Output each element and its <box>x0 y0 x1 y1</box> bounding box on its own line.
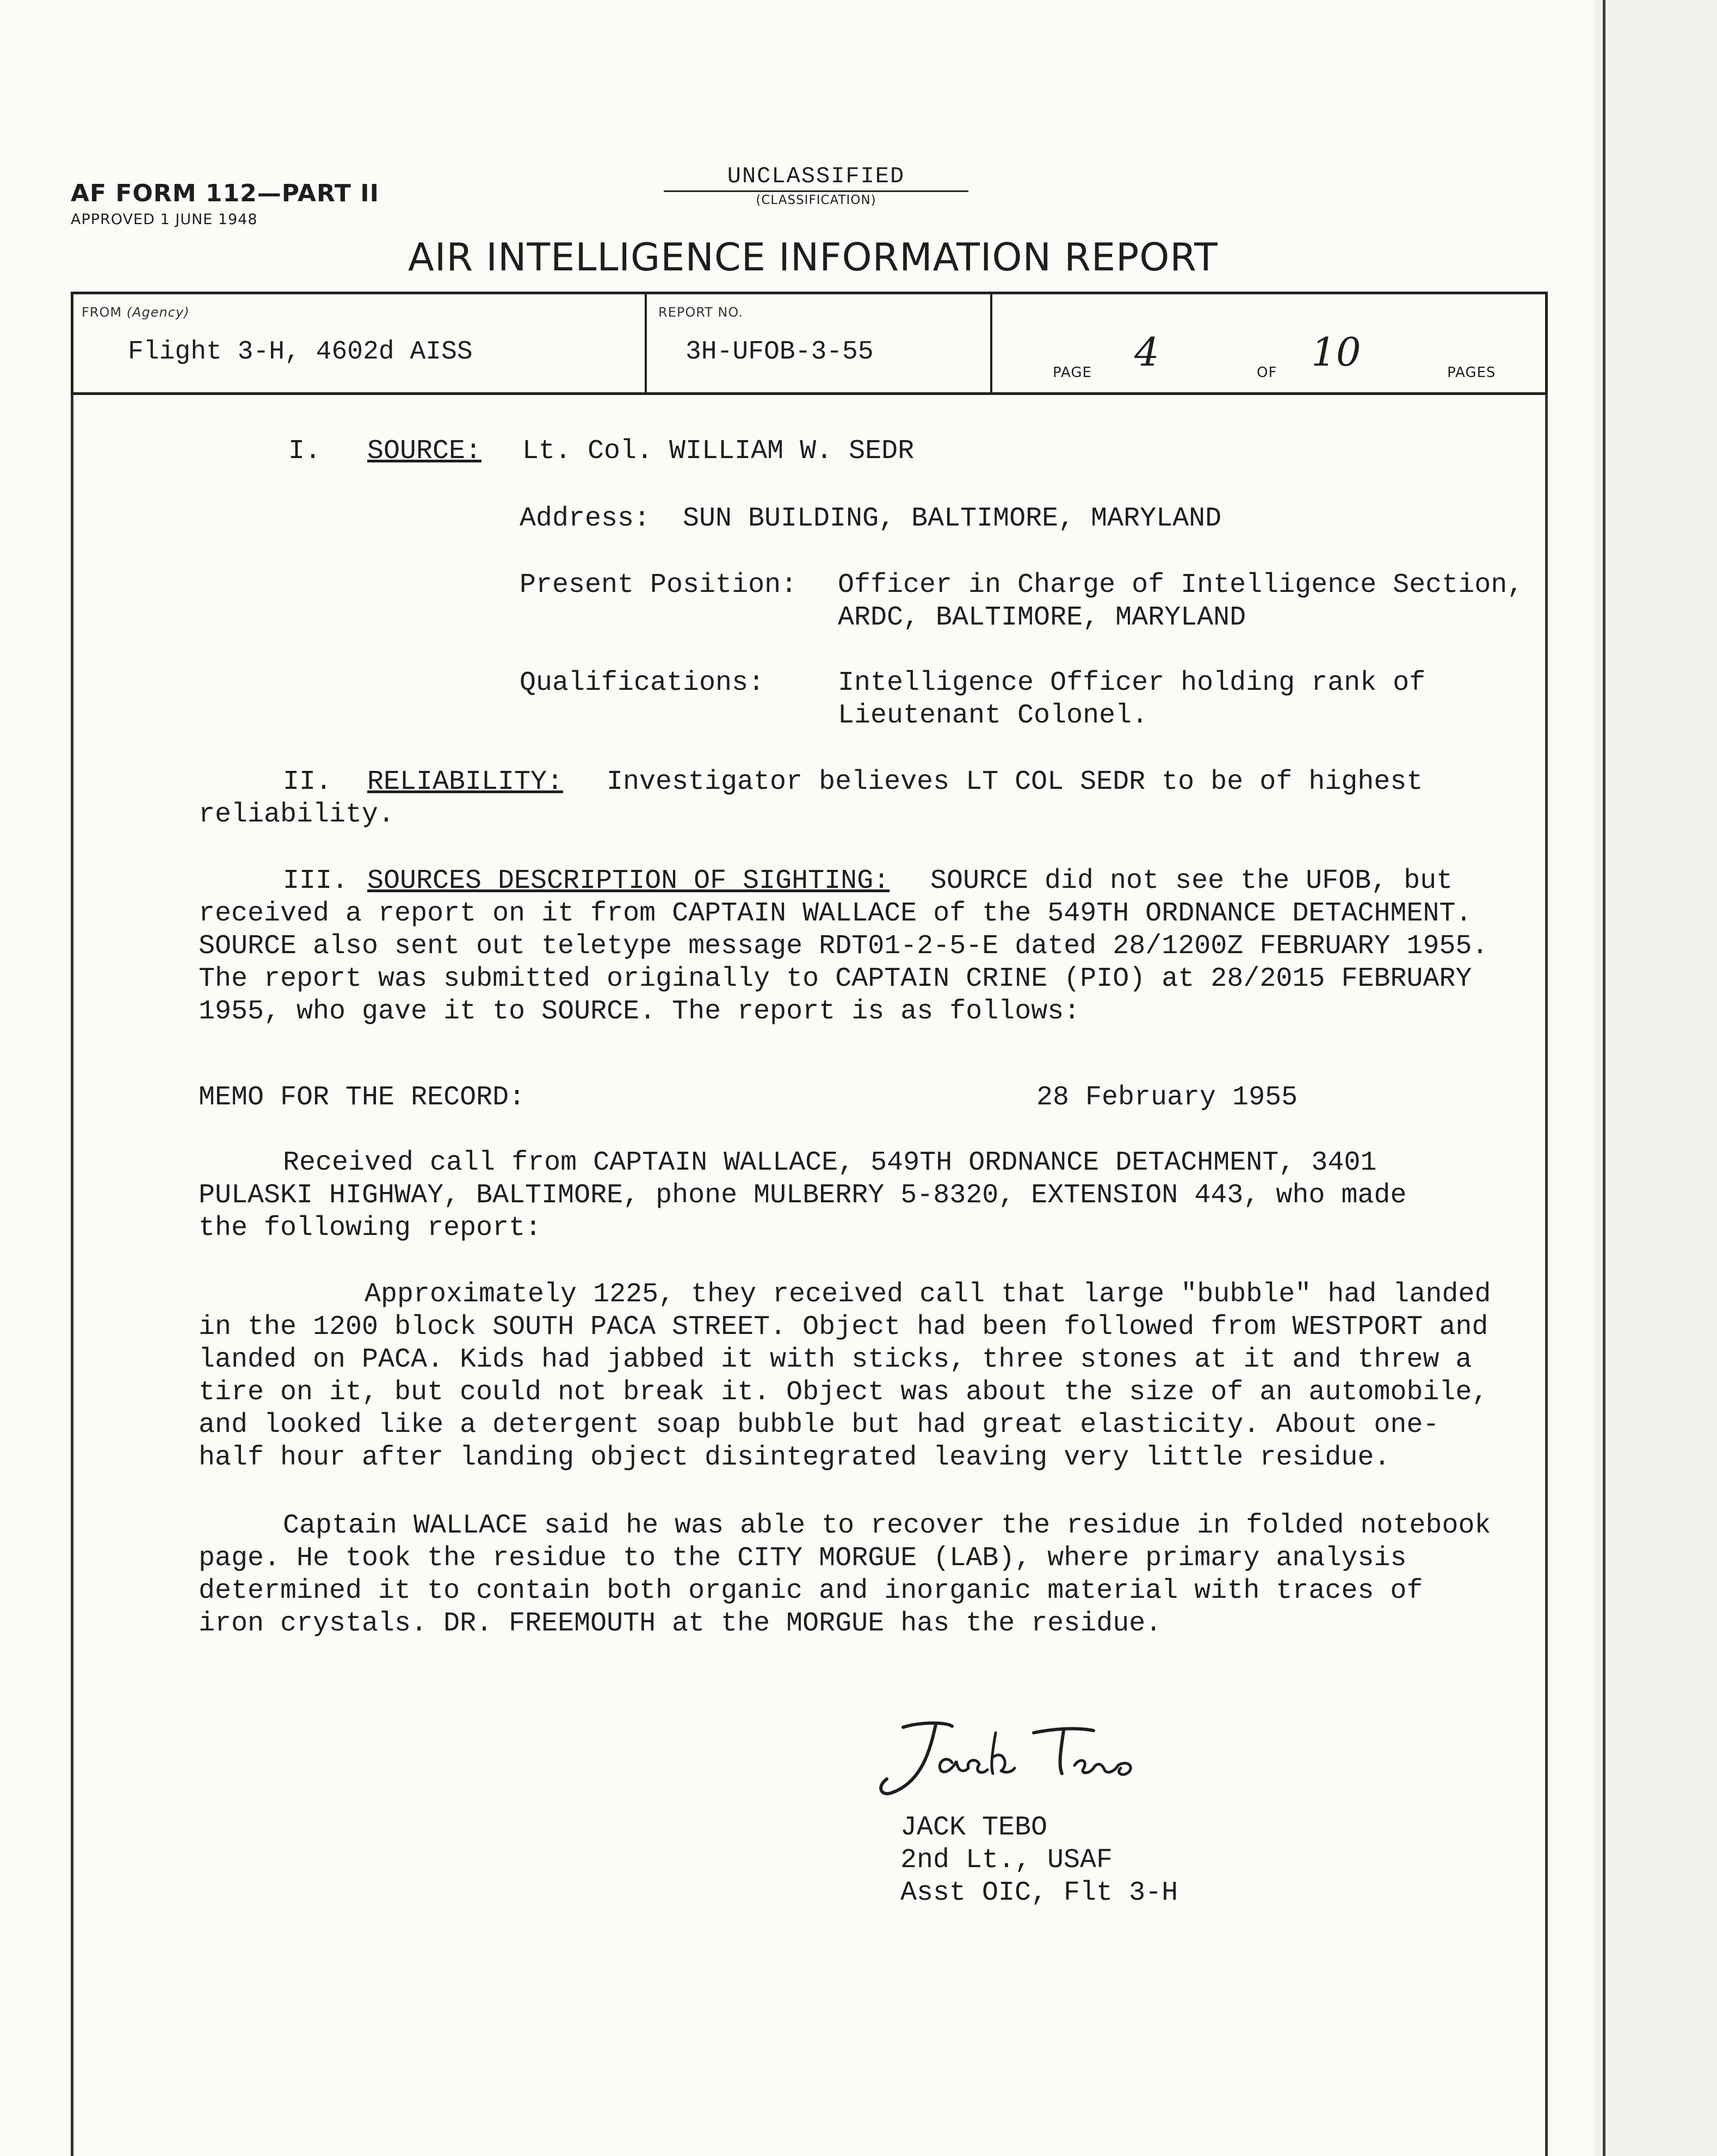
pages-caption: PAGES <box>1447 365 1496 381</box>
form-id: AF FORM 112—PART II <box>71 180 379 207</box>
description-line-3: SOURCE also sent out teletype message RDT01-2-5-E dated 28/1200Z FEBRUARY 1955. <box>199 931 1489 962</box>
memo-residue-line-1: Captain WALLACE said he was able to recover the residue in folded notebook <box>283 1510 1491 1541</box>
description-numeral: III. <box>283 866 349 897</box>
handwritten-signature <box>870 1711 1175 1806</box>
from-caption <box>82 305 189 320</box>
from-agency-value: Flight 3-H, 4602d AISS <box>128 337 473 367</box>
classification-underline <box>664 190 968 192</box>
address-label: Address: <box>520 503 651 534</box>
page-total: 10 <box>1311 329 1361 375</box>
signer-rank: 2nd Lt., USAF <box>900 1845 1113 1876</box>
position-line-1: Officer in Charge of Intelligence Section, <box>838 570 1524 601</box>
qualifications-line-1: Intelligence Officer holding rank of <box>838 668 1426 699</box>
header-divider <box>645 292 647 395</box>
report-no-value: 3H-UFOB-3-55 <box>685 337 874 367</box>
memo-residue-line-4: iron crystals. DR. FREEMOUTH at the MORGUE has the residue. <box>199 1608 1162 1639</box>
source-section-numeral: I. <box>288 436 322 467</box>
reliability-line-1: Investigator believes LT COL SEDR to be of highest <box>607 767 1423 798</box>
position-line-2: ARDC, BALTIMORE, MARYLAND <box>838 602 1246 633</box>
memo-report-line-1: Approximately 1225, they received call that large "bubble" had landed <box>365 1279 1491 1310</box>
memo-intro-line-3: the following report: <box>199 1213 542 1244</box>
description-line-4: The report was submitted originally to CAPTAIN CRINE (PIO) at 28/2015 FEBRUARY <box>199 963 1472 994</box>
reliability-numeral: II. <box>283 767 332 798</box>
page-caption: PAGE <box>1053 365 1092 381</box>
from-label-note: (Agency) <box>126 305 190 320</box>
memo-report-line-5: and looked like a detergent soap bubble but had great elasticity. About one- <box>199 1410 1440 1441</box>
memo-intro-line-2: PULASKI HIGHWAY, BALTIMORE, phone MULBERRY 5-8320, EXTENSION 443, who made <box>199 1180 1407 1211</box>
report-title: AIR INTELLIGENCE INFORMATION REPORT <box>408 235 1218 280</box>
memo-date: 28 February 1955 <box>1036 1082 1298 1113</box>
address-value: SUN BUILDING, BALTIMORE, MARYLAND <box>683 503 1222 534</box>
source-name: Lt. Col. WILLIAM W. SEDR <box>522 436 915 467</box>
classification-block <box>664 163 968 207</box>
memo-report-line-4: tire on it, but could not break it. Object was about the size of an automobile, <box>199 1377 1489 1408</box>
description-heading: SOURCES DESCRIPTION OF SIGHTING: <box>367 866 890 897</box>
body-frame-left <box>71 395 73 2156</box>
page-edge-line <box>1603 0 1605 2156</box>
reliability-line-2: reliability. <box>199 799 395 830</box>
memo-report-line-3: landed on PACA. Kids had jabbed it with sticks, three stones at it and threw a <box>199 1344 1472 1375</box>
body-frame-right <box>1545 395 1548 2156</box>
from-label: FROM <box>82 305 122 320</box>
memo-heading: MEMO FOR THE RECORD: <box>199 1082 526 1113</box>
description-line-1: SOURCE did not see the UFOB, but <box>930 866 1453 897</box>
signer-name: JACK TEBO <box>900 1812 1048 1843</box>
page-number: 4 <box>1134 329 1159 375</box>
report-no-caption: REPORT NO. <box>658 305 743 320</box>
memo-report-line-2: in the 1200 block SOUTH PACA STREET. Object had been followed from WESTPORT and <box>199 1312 1489 1343</box>
description-line-2: received a report on it from CAPTAIN WALLACE of the 549TH ORDNANCE DETACHMENT. <box>199 898 1472 929</box>
form-approved-date: APPROVED 1 JUNE 1948 <box>71 211 258 228</box>
memo-intro-line-1: Received call from CAPTAIN WALLACE, 549TH ORDNANCE DETACHMENT, 3401 <box>283 1147 1377 1178</box>
memo-residue-line-3: determined it to contain both organic and inorganic material with traces of <box>199 1576 1423 1607</box>
classification-caption: (CLASSIFICATION) <box>756 193 876 207</box>
memo-report-line-6: half hour after landing object disintegrated leaving very little residue. <box>199 1442 1391 1473</box>
classification-value: UNCLASSIFIED <box>727 163 905 189</box>
description-line-5: 1955, who gave it to SOURCE. The report is as follows: <box>199 996 1080 1027</box>
reliability-heading: RELIABILITY: <box>367 767 564 798</box>
page-edge-shadow <box>1594 0 1717 2156</box>
position-label: Present Position: <box>520 570 798 601</box>
source-section-heading: SOURCE: <box>367 436 482 467</box>
signer-title: Asst OIC, Flt 3-H <box>900 1877 1178 1908</box>
qualifications-line-2: Lieutenant Colonel. <box>838 700 1148 731</box>
qualifications-label: Qualifications: <box>520 668 765 699</box>
memo-residue-line-2: page. He took the residue to the CITY MORGUE (LAB), where primary analysis <box>199 1543 1407 1574</box>
of-caption: OF <box>1257 365 1277 381</box>
header-divider <box>990 292 992 395</box>
